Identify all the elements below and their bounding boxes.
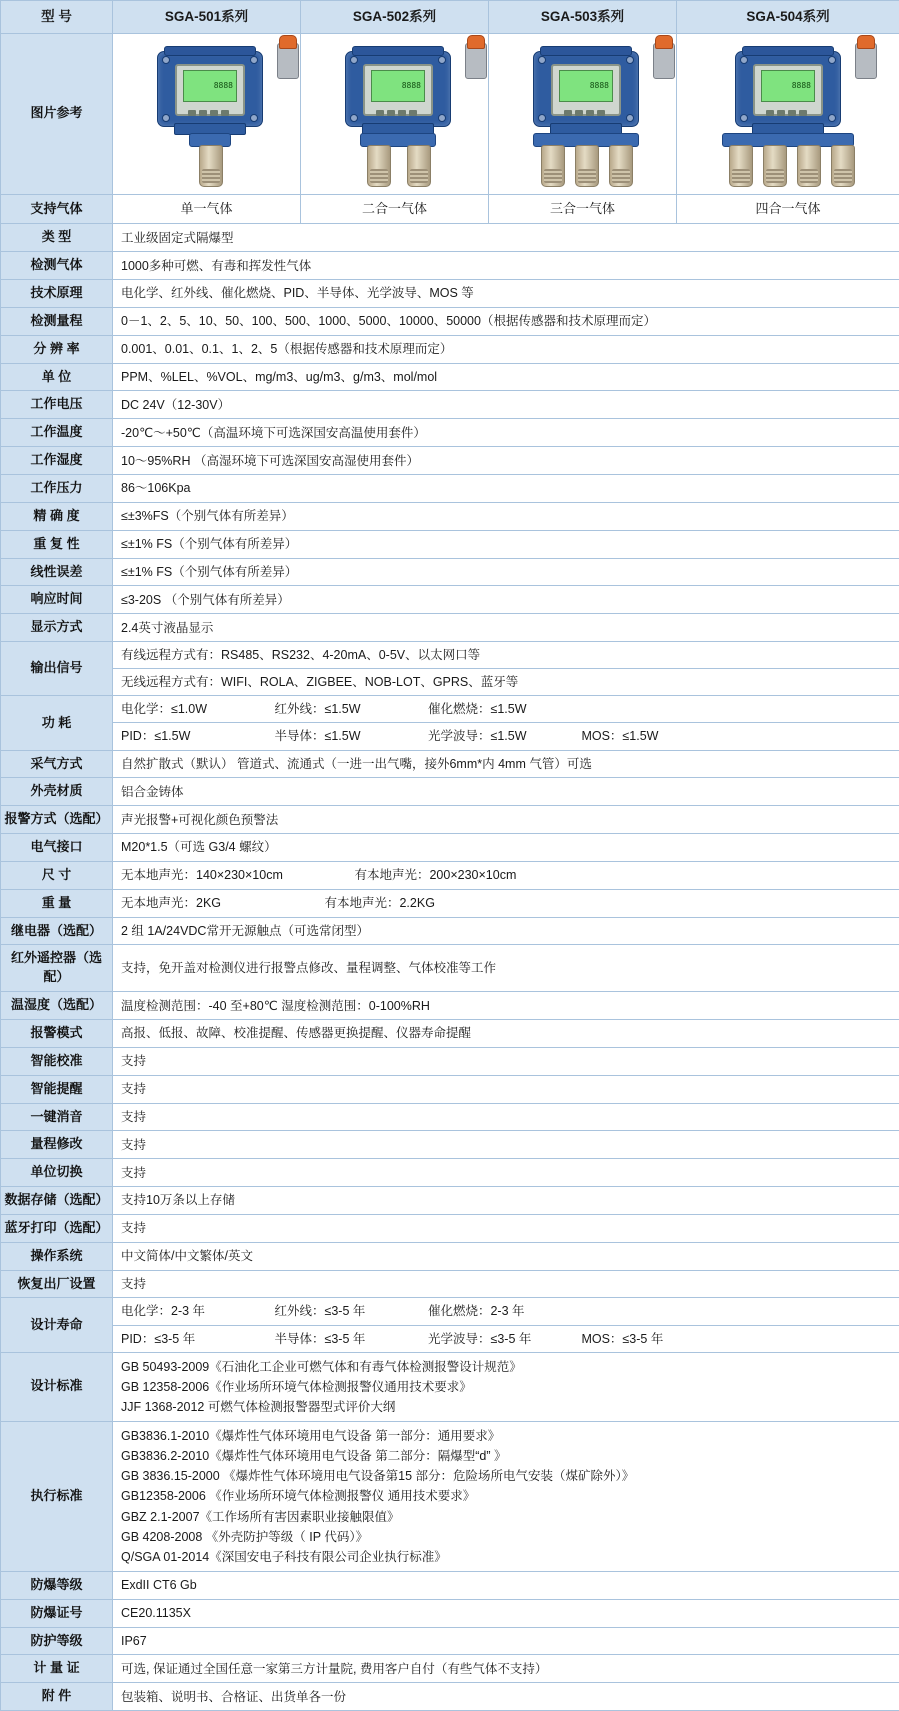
row-label-gas-support: 支持气体 bbox=[1, 194, 113, 224]
row-label-pressure: 工作压力 bbox=[1, 475, 113, 503]
row-label-unit-switch: 单位切换 bbox=[1, 1159, 113, 1187]
weight-item-0: 无本地声光：2KG bbox=[121, 894, 321, 912]
exec-standard-item-5: GB 4208-2008 《外壳防护等级（ IP 代码）》 bbox=[121, 1527, 891, 1547]
table-row-size bbox=[1, 861, 899, 889]
row-value-response-time: ≤3-20S （个别气体有所差异） bbox=[113, 586, 899, 614]
row-value-bluetooth-print: 支持 bbox=[113, 1214, 899, 1242]
table-row-type bbox=[1, 224, 899, 252]
model-503: SGA-503系列 bbox=[489, 1, 677, 34]
exec-standard-item-2: GB 3836.15-2000 《爆炸性气体环境用电气设备第15 部分：危险场所电气安装（煤矿除外）》 bbox=[121, 1466, 891, 1486]
table-row-temp-humidity-option bbox=[1, 992, 899, 1020]
table-row-ex-cert bbox=[1, 1599, 899, 1627]
table-row-bluetooth-print bbox=[1, 1214, 899, 1242]
row-label-ex-grade: 防爆等级 bbox=[1, 1571, 113, 1599]
table-row-linearity bbox=[1, 558, 899, 586]
row-value-metrology-cert: 可选, 保证通过全国任意一家第三方计量院, 费用客户自付（有些气体不支持） bbox=[113, 1655, 899, 1683]
row-label-response-time: 响应时间 bbox=[1, 586, 113, 614]
row-label-image: 图片参考 bbox=[1, 33, 113, 194]
row-label-temperature: 工作温度 bbox=[1, 419, 113, 447]
row-label-model: 型 号 bbox=[1, 1, 113, 34]
device-image-503 bbox=[489, 33, 677, 194]
row-label-display: 显示方式 bbox=[1, 614, 113, 642]
row-label-electrical-interface: 电气接口 bbox=[1, 834, 113, 862]
alarm-light-icon bbox=[855, 43, 877, 79]
power-item-0: 电化学：≤1.0W bbox=[121, 700, 271, 718]
power-item-6: MOS：≤1.5W bbox=[581, 727, 731, 745]
table-row-range bbox=[1, 307, 899, 335]
table-row-design-standard bbox=[1, 1352, 899, 1421]
row-value-voltage: DC 24V（12-30V） bbox=[113, 391, 899, 419]
row-label-smart-calibration: 智能校准 bbox=[1, 1047, 113, 1075]
design-life-item-1: 红外线：≤3-5 年 bbox=[274, 1302, 424, 1320]
design-standard-item-1: GB 12358-2006《作业场所环境气体检测报警仪通用技术要求》 bbox=[121, 1377, 891, 1397]
row-value-repeatability: ≤±1% FS（个别气体有所差异） bbox=[113, 530, 899, 558]
row-value-resolution: 0.001、0.01、0.1、1、2、5（根据传感器和技术原理而定） bbox=[113, 335, 899, 363]
size-item-1: 有本地声光：200×230×10cm bbox=[354, 866, 584, 884]
table-row-electrical-interface bbox=[1, 834, 899, 862]
device-housing-icon bbox=[533, 51, 639, 127]
row-label-data-storage: 数据存储（选配） bbox=[1, 1187, 113, 1215]
row-label-range-modify: 量程修改 bbox=[1, 1131, 113, 1159]
design-life-item-6: MOS：≤3-5 年 bbox=[581, 1330, 731, 1348]
table-row-accessories bbox=[1, 1683, 899, 1711]
design-standard-item-2: JJF 1368-2012 可燃气体检测报警器型式评价大纲 bbox=[121, 1397, 891, 1417]
row-label-exec-standard: 执行标准 bbox=[1, 1422, 113, 1572]
row-value-shell-material: 铝合金铸体 bbox=[113, 778, 899, 806]
device-screen-value-504: 8888 bbox=[792, 80, 811, 92]
table-row-range-modify bbox=[1, 1131, 899, 1159]
row-label-weight: 重 量 bbox=[1, 889, 113, 917]
row-value-alarm-method: 声光报警+可视化颜色预警法 bbox=[113, 806, 899, 834]
row-value-temp-humidity-option: 温度检测范围：-40 至+80℃ 湿度检测范围：0-100%RH bbox=[113, 992, 899, 1020]
row-value-principle: 电化学、红外线、催化燃烧、PID、半导体、光学波导、MOS 等 bbox=[113, 280, 899, 308]
table-row-ip-grade bbox=[1, 1627, 899, 1655]
device-screen-value-502: 8888 bbox=[402, 80, 421, 92]
device-housing-icon bbox=[157, 51, 263, 127]
power-item-4: 半导体：≤1.5W bbox=[274, 727, 424, 745]
row-label-accessories: 附 件 bbox=[1, 1683, 113, 1711]
table-row-repeatability bbox=[1, 530, 899, 558]
weight-item-1: 有本地声光：2.2KG bbox=[324, 894, 524, 912]
row-label-ex-cert: 防爆证号 bbox=[1, 1599, 113, 1627]
gas-support-503: 三合一气体 bbox=[489, 194, 677, 224]
table-row-exec-standard bbox=[1, 1422, 899, 1572]
row-label-voltage: 工作电压 bbox=[1, 391, 113, 419]
row-value-temperature: -20℃～+50℃（高温环境下可选深国安高温使用套件） bbox=[113, 419, 899, 447]
row-label-resolution: 分 辨 率 bbox=[1, 335, 113, 363]
row-label-temp-humidity-option: 温湿度（选配） bbox=[1, 992, 113, 1020]
row-label-type: 类 型 bbox=[1, 224, 113, 252]
table-row-detect-gas bbox=[1, 252, 899, 280]
design-standard-item-0: GB 50493-2009《石油化工企业可燃气体和有毒气体检测报警设计规范》 bbox=[121, 1357, 891, 1377]
table-row-factory-reset bbox=[1, 1270, 899, 1298]
row-label-linearity: 线性误差 bbox=[1, 558, 113, 586]
exec-standard-item-6: Q/SGA 01-2014《深国安电子科技有限公司企业执行标准》 bbox=[121, 1547, 891, 1567]
device-housing-icon bbox=[345, 51, 451, 127]
row-label-bluetooth-print: 蓝牙打印（选配） bbox=[1, 1214, 113, 1242]
size-item-0: 无本地声光：140×230×10cm bbox=[121, 866, 351, 884]
table-row-power bbox=[1, 696, 899, 723]
table-row-image bbox=[1, 33, 899, 194]
gas-support-502: 二合一气体 bbox=[301, 194, 489, 224]
row-value-power-line1 bbox=[113, 696, 899, 723]
row-label-power: 功 耗 bbox=[1, 696, 113, 750]
device-screen-value-503: 8888 bbox=[590, 80, 609, 92]
row-value-humidity: 10～95%RH （高湿环境下可选深国安高湿使用套件） bbox=[113, 447, 899, 475]
table-row-metrology-cert bbox=[1, 1655, 899, 1683]
row-label-accuracy: 精 确 度 bbox=[1, 502, 113, 530]
table-row-weight bbox=[1, 889, 899, 917]
row-value-os: 中文简体/中文繁体/英文 bbox=[113, 1242, 899, 1270]
row-value-factory-reset: 支持 bbox=[113, 1270, 899, 1298]
row-label-design-life: 设计寿命 bbox=[1, 1298, 113, 1352]
table-row-design-life-line2 bbox=[1, 1325, 899, 1352]
table-row-unit bbox=[1, 363, 899, 391]
row-label-size: 尺 寸 bbox=[1, 861, 113, 889]
row-value-data-storage: 支持10万条以上存储 bbox=[113, 1187, 899, 1215]
device-screen-value-501: 8888 bbox=[214, 80, 233, 92]
table-row-output-signal-wireless bbox=[1, 669, 899, 696]
alarm-light-icon bbox=[465, 43, 487, 79]
power-item-1: 红外线：≤1.5W bbox=[274, 700, 424, 718]
row-label-unit: 单 位 bbox=[1, 363, 113, 391]
row-value-type: 工业级固定式隔爆型 bbox=[113, 224, 899, 252]
row-value-ex-cert: CE20.1135X bbox=[113, 1599, 899, 1627]
row-value-smart-reminder: 支持 bbox=[113, 1075, 899, 1103]
table-row-os bbox=[1, 1242, 899, 1270]
row-label-one-key-mute: 一键消音 bbox=[1, 1103, 113, 1131]
device-housing-icon bbox=[735, 51, 841, 127]
table-row-alarm-mode bbox=[1, 1020, 899, 1048]
table-row-accuracy bbox=[1, 502, 899, 530]
row-label-smart-reminder: 智能提醒 bbox=[1, 1075, 113, 1103]
row-value-size bbox=[113, 861, 899, 889]
table-row-alarm-method bbox=[1, 806, 899, 834]
row-label-metrology-cert: 计 量 证 bbox=[1, 1655, 113, 1683]
table-row-smart-calibration bbox=[1, 1047, 899, 1075]
power-item-3: PID：≤1.5W bbox=[121, 727, 271, 745]
row-label-shell-material: 外壳材质 bbox=[1, 778, 113, 806]
design-life-item-3: PID：≤3-5 年 bbox=[121, 1330, 271, 1348]
row-label-relay: 继电器（选配） bbox=[1, 917, 113, 945]
table-row-humidity bbox=[1, 447, 899, 475]
row-value-alarm-mode: 高报、低报、故障、校准提醒、传感器更换提醒、仪器寿命提醒 bbox=[113, 1020, 899, 1048]
row-value-ir-remote: 支持，免开盖对检测仪进行报警点修改、量程调整、气体校准等工作 bbox=[113, 945, 899, 992]
row-value-range: 0－1、2、5、10、50、100、500、1000、5000、10000、50000（根据传感器和技术原理而定） bbox=[113, 307, 899, 335]
row-label-design-standard: 设计标准 bbox=[1, 1352, 113, 1421]
table-row-relay bbox=[1, 917, 899, 945]
table-row-unit-switch bbox=[1, 1159, 899, 1187]
row-value-electrical-interface: M20*1.5（可选 G3/4 螺纹） bbox=[113, 834, 899, 862]
design-life-item-5: 光学波导：≤3-5 年 bbox=[428, 1330, 578, 1348]
row-value-weight bbox=[113, 889, 899, 917]
row-value-relay: 2 组 1A/24VDC常开无源触点（可选常闭型） bbox=[113, 917, 899, 945]
exec-standard-item-3: GB12358-2006 《作业场所环境气体检测报警仪 通用技术要求》 bbox=[121, 1486, 891, 1506]
row-value-pressure: 86～106Kpa bbox=[113, 475, 899, 503]
row-value-design-life-line2 bbox=[113, 1325, 899, 1352]
table-row-ir-remote bbox=[1, 945, 899, 992]
row-label-alarm-mode: 报警模式 bbox=[1, 1020, 113, 1048]
row-value-linearity: ≤±1% FS（个别气体有所差异） bbox=[113, 558, 899, 586]
row-value-detect-gas: 1000多种可燃、有毒和挥发性气体 bbox=[113, 252, 899, 280]
row-value-sampling: 自然扩散式（默认） 管道式、流通式（一进一出气嘴，接外6mm*内 4mm 气管）可选 bbox=[113, 750, 899, 778]
row-value-ip-grade: IP67 bbox=[113, 1627, 899, 1655]
gas-support-501: 单一气体 bbox=[113, 194, 301, 224]
table-row-one-key-mute bbox=[1, 1103, 899, 1131]
row-value-design-standard bbox=[113, 1352, 899, 1421]
row-label-alarm-method: 报警方式（选配） bbox=[1, 806, 113, 834]
row-label-humidity: 工作湿度 bbox=[1, 447, 113, 475]
model-504: SGA-504系列 bbox=[677, 1, 899, 34]
table-row-temperature bbox=[1, 419, 899, 447]
table-row-output-signal bbox=[1, 642, 899, 669]
alarm-light-icon bbox=[277, 43, 299, 79]
table-row-sampling bbox=[1, 750, 899, 778]
row-value-display: 2.4英寸液晶显示 bbox=[113, 614, 899, 642]
row-value-exec-standard bbox=[113, 1422, 899, 1572]
table-row-display bbox=[1, 614, 899, 642]
row-label-ir-remote: 红外遥控器（选配） bbox=[1, 945, 113, 992]
row-label-os: 操作系统 bbox=[1, 1242, 113, 1270]
table-row-power-line2 bbox=[1, 723, 899, 750]
row-value-unit-switch: 支持 bbox=[113, 1159, 899, 1187]
row-value-range-modify: 支持 bbox=[113, 1131, 899, 1159]
exec-standard-item-4: GBZ 2.1-2007《工作场所有害因素职业接触限值》 bbox=[121, 1507, 891, 1527]
table-row-principle bbox=[1, 280, 899, 308]
row-value-design-life-line1 bbox=[113, 1298, 899, 1325]
row-value-output-wired: 有线远程方式有：RS485、RS232、4-20mA、0-5V、以太网口等 bbox=[113, 642, 899, 669]
table-row-response-time bbox=[1, 586, 899, 614]
row-label-principle: 技术原理 bbox=[1, 280, 113, 308]
alarm-light-icon bbox=[653, 43, 675, 79]
table-row-voltage bbox=[1, 391, 899, 419]
table-row-gas-support bbox=[1, 194, 899, 224]
table-row-shell-material bbox=[1, 778, 899, 806]
model-502: SGA-502系列 bbox=[301, 1, 489, 34]
table-row-pressure bbox=[1, 475, 899, 503]
design-life-item-2: 催化燃烧：2-3 年 bbox=[428, 1302, 578, 1320]
table-row-smart-reminder bbox=[1, 1075, 899, 1103]
row-value-output-wireless: 无线远程方式有：WIFI、ROLA、ZIGBEE、NOB-LOT、GPRS、蓝牙等 bbox=[113, 669, 899, 696]
power-item-5: 光学波导：≤1.5W bbox=[428, 727, 578, 745]
model-501: SGA-501系列 bbox=[113, 1, 301, 34]
design-life-item-0: 电化学：2-3 年 bbox=[121, 1302, 271, 1320]
table-row-design-life bbox=[1, 1298, 899, 1325]
row-value-accessories: 包装箱、说明书、合格证、出货单各一份 bbox=[113, 1683, 899, 1711]
exec-standard-item-1: GB3836.2-2010《爆炸性气体环境用电气设备 第二部分：隔爆型“d” 》 bbox=[121, 1446, 891, 1466]
device-image-504 bbox=[677, 33, 899, 194]
row-value-one-key-mute: 支持 bbox=[113, 1103, 899, 1131]
power-item-2: 催化燃烧：≤1.5W bbox=[428, 700, 578, 718]
row-label-detect-gas: 检测气体 bbox=[1, 252, 113, 280]
table-row-model bbox=[1, 1, 899, 34]
row-value-accuracy: ≤±3%FS（个别气体有所差异） bbox=[113, 502, 899, 530]
table-row-ex-grade bbox=[1, 1571, 899, 1599]
design-life-item-4: 半导体：≤3-5 年 bbox=[274, 1330, 424, 1348]
row-value-power-line2 bbox=[113, 723, 899, 750]
row-label-range: 检测量程 bbox=[1, 307, 113, 335]
row-label-ip-grade: 防护等级 bbox=[1, 1627, 113, 1655]
gas-support-504: 四合一气体 bbox=[677, 194, 899, 224]
row-value-smart-calibration: 支持 bbox=[113, 1047, 899, 1075]
row-label-sampling: 采气方式 bbox=[1, 750, 113, 778]
device-image-502 bbox=[301, 33, 489, 194]
row-label-output-signal: 输出信号 bbox=[1, 642, 113, 696]
table-row-data-storage bbox=[1, 1187, 899, 1215]
row-value-unit: PPM、%LEL、%VOL、mg/m3、ug/m3、g/m3、mol/mol bbox=[113, 363, 899, 391]
row-value-ex-grade: ExdII CT6 Gb bbox=[113, 1571, 899, 1599]
exec-standard-item-0: GB3836.1-2010《爆炸性气体环境用电气设备 第一部分：通用要求》 bbox=[121, 1426, 891, 1446]
device-image-501 bbox=[113, 33, 301, 194]
row-label-factory-reset: 恢复出厂设置 bbox=[1, 1270, 113, 1298]
table-row-resolution bbox=[1, 335, 899, 363]
row-label-repeatability: 重 复 性 bbox=[1, 530, 113, 558]
